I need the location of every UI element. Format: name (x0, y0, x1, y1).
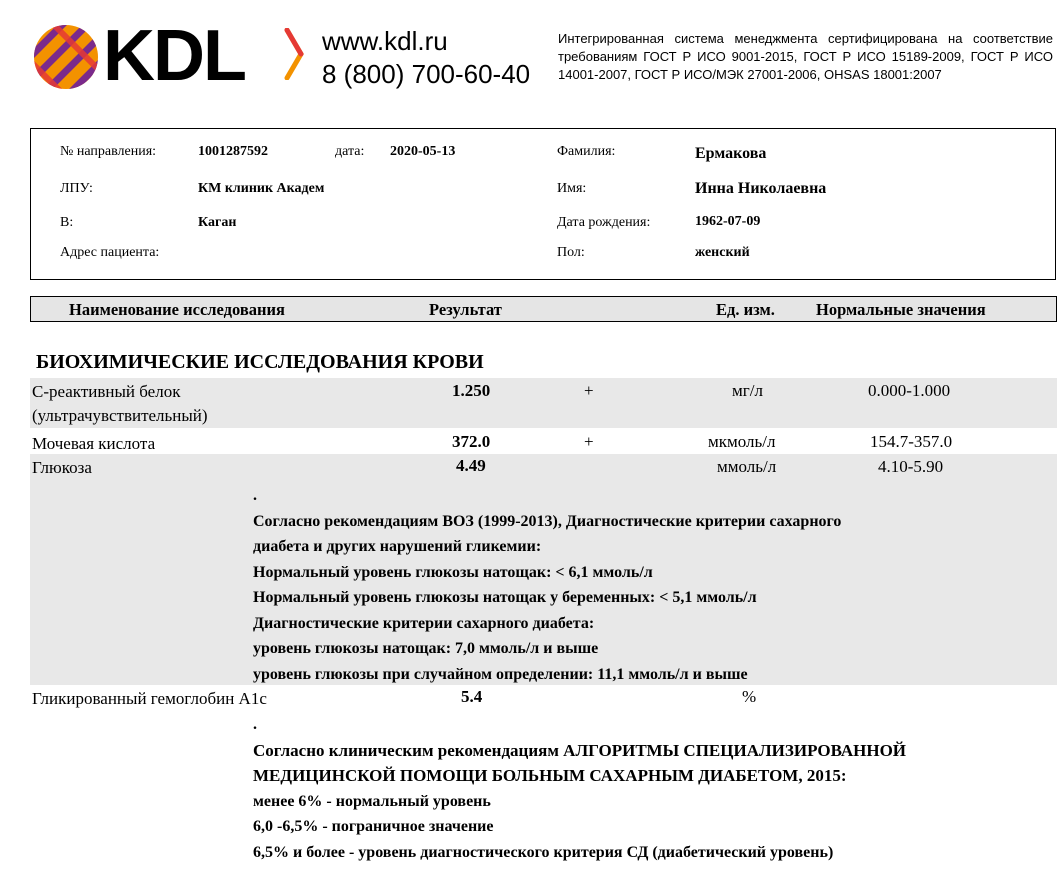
note-line: Согласно рекомендациям ВОЗ (1999-2013), Диагностические критерии сахарного (253, 512, 842, 530)
chevron-right-icon (283, 28, 305, 80)
website-link[interactable]: www.kdl.ru (322, 26, 448, 56)
brand-logo-text: KDL (103, 16, 245, 96)
reference-range: 154.7-357.0 (870, 432, 953, 451)
abnormal-flag: + (584, 381, 594, 400)
col-header-test-name: Наименование исследования (69, 300, 285, 319)
test-result: 4.49 (456, 456, 486, 475)
test-name-continued: (ультрачувствительный) (32, 406, 208, 425)
surname-value: Ермакова (695, 145, 767, 162)
test-name: Глюкоза (32, 458, 92, 477)
lpu-label: ЛПУ: (60, 181, 93, 196)
test-name: С-реактивный белок (32, 382, 181, 401)
dob-value: 1962-07-09 (695, 214, 761, 229)
test-result: 372.0 (452, 432, 491, 451)
test-unit: мг/л (732, 381, 763, 400)
referral-number-label: № направления: (60, 144, 157, 159)
kdl-logo-icon (33, 24, 99, 90)
referral-info-box (30, 128, 1056, 280)
note-line: менее 6% - нормальный уровень (253, 792, 491, 810)
sex-label: Пол: (557, 245, 585, 260)
test-name: Гликированный гемоглобин А1с (32, 689, 267, 708)
test-unit: ммоль/л (717, 457, 777, 476)
dob-label: Дата рождения: (557, 215, 651, 230)
section-title: БИОХИМИЧЕСКИЕ ИССЛЕДОВАНИЯ КРОВИ (36, 351, 484, 373)
note-line: МЕДИЦИНСКОЙ ПОМОЩИ БОЛЬНЫМ САХАРНЫМ ДИАБЕТОМ, 2015: (253, 766, 847, 785)
note-line: Нормальный уровень глюкозы натощак: < 6,1 ммоль/л (253, 563, 653, 581)
address-label: Адрес пациента: (60, 245, 160, 260)
reference-range: 4.10-5.90 (878, 457, 944, 476)
hba1c-interpretation-note (253, 712, 906, 865)
test-result: 5.4 (461, 687, 483, 706)
surname-label: Фамилия: (557, 144, 616, 159)
test-name: Мочевая кислота (32, 434, 156, 453)
col-header-result: Результат (429, 300, 502, 319)
lpu-value: КМ клиник Академ (198, 181, 325, 196)
sex-value: женский (695, 245, 750, 260)
name-label: Имя: (557, 181, 587, 196)
note-line: . (253, 487, 257, 504)
results-table-header (30, 296, 1057, 322)
col-header-reference: Нормальные значения (816, 300, 986, 319)
note-line: Диагностические критерии сахарного диабета: (253, 614, 595, 632)
glucose-interpretation-note (253, 483, 841, 687)
note-line: 6,0 -6,5% - пограничное значение (253, 818, 494, 835)
note-line: 6,5% и более - уровень диагностического критерия СД (диабетический уровень) (253, 843, 834, 861)
note-line: диабета и других нарушений гликемии: (253, 538, 542, 555)
test-result: 1.250 (452, 381, 491, 400)
note-line: Нормальный уровень глюкозы натощак у беременных: < 5,1 ммоль/л (253, 589, 757, 606)
referral-date: 2020-05-13 (390, 144, 456, 159)
certification-text: Интегрированная система менеджмента сертифицирована на соответствие требованиям ГОСТ Р ИСО 9001-2015, ГОСТ Р ИСО 15189-2009, ГОСТ Р ИСО 14001-2007, ГОСТ Р ИСО/МЭК 27001-2006, OHSAS 18001:2007 (558, 31, 1053, 82)
v-value: Каган (198, 215, 237, 230)
test-unit: % (742, 687, 757, 706)
reference-range: 0.000-1.000 (868, 381, 951, 400)
abnormal-flag: + (584, 432, 594, 451)
note-line: Согласно клиническим рекомендациям АЛГОРИТМЫ СПЕЦИАЛИЗИРОВАННОЙ (253, 740, 907, 760)
note-line: уровень глюкозы натощак: 7,0 ммоль/л и выше (253, 640, 599, 657)
note-line: . (253, 716, 257, 733)
note-line: уровень глюкозы при случайном определении: 11,1 ммоль/л и выше (253, 665, 748, 683)
name-value: Инна Николаевна (695, 180, 827, 197)
date-label: дата: (335, 144, 365, 159)
referral-number: 1001287592 (198, 144, 268, 159)
col-header-unit: Ед. изм. (716, 300, 775, 319)
test-unit: мкмоль/л (708, 432, 776, 451)
phone-number[interactable]: 8 (800) 700-60-40 (322, 59, 531, 89)
v-label: В: (60, 215, 74, 230)
